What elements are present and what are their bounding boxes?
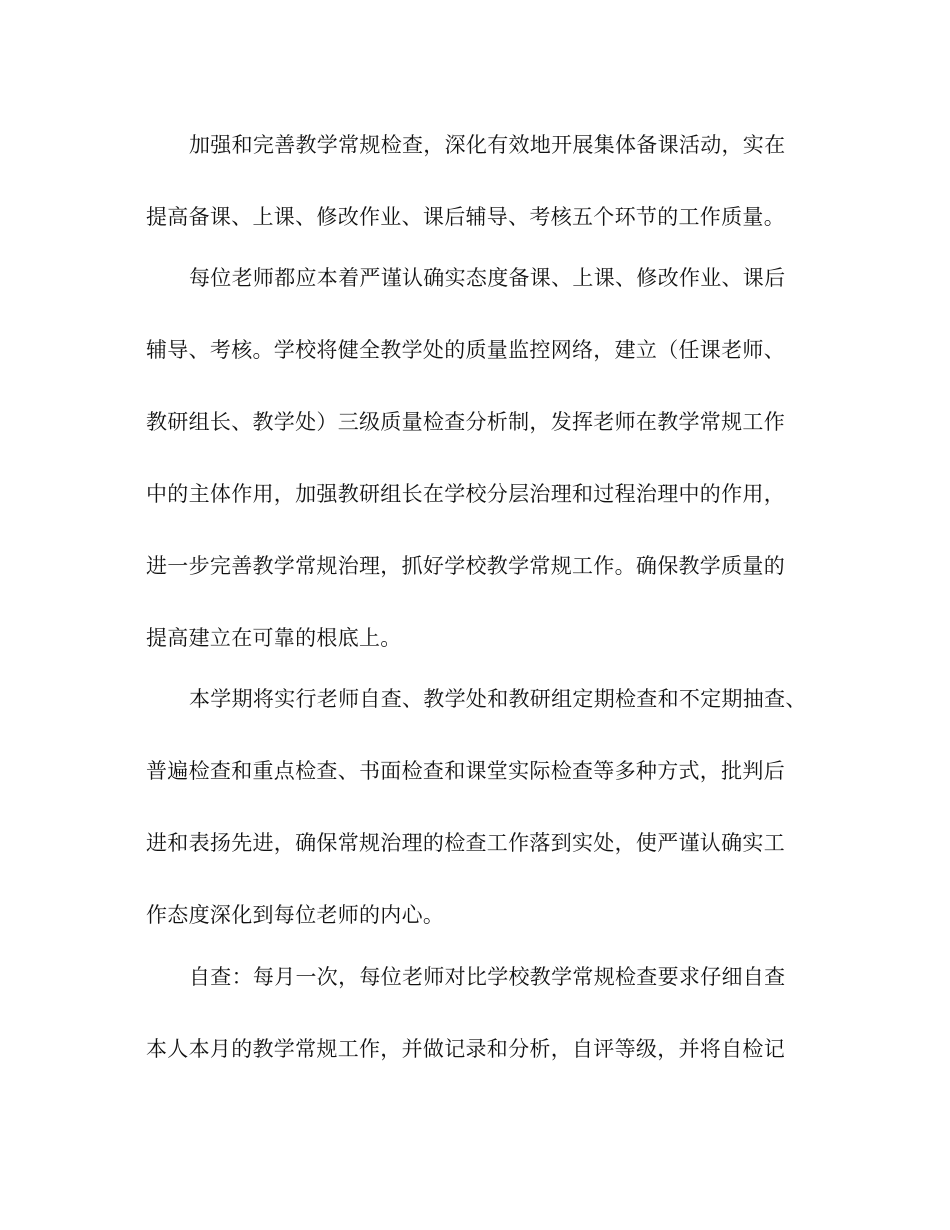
paragraph-2-line-6: 提高建立在可靠的根底上。 [146, 626, 402, 650]
paragraph-1-line-1: 加强和完善教学常规检查，深化有效地开展集体备课活动，实在 [189, 133, 786, 157]
paragraph-3-line-4: 作态度深化到每位老师的内心。 [146, 903, 445, 927]
paragraph-2-line-5: 进一步完善教学常规治理，抓好学校教学常规工作。确保教学质量的 [146, 554, 785, 578]
paragraph-2-line-4: 中的主体作用，加强教研组长在学校分层治理和过程治理中的作用， [146, 482, 785, 506]
paragraph-3-line-3: 进和表扬先进，确保常规治理的检查工作落到实处，使严谨认确实工 [146, 831, 785, 855]
paragraph-3-line-2: 普遍检查和重点检查、书面检查和课堂实际检查等多种方式，批判后 [146, 759, 785, 783]
paragraph-4-line-2: 本人本月的教学常规工作，并做记录和分析，自评等级，并将自检记 [146, 1037, 785, 1061]
paragraph-1-line-2: 提高备课、上课、修改作业、课后辅导、考核五个环节的工作质量。 [146, 205, 785, 229]
paragraph-2-line-1: 每位老师都应本着严谨认确实态度备课、上课、修改作业、课后 [189, 266, 786, 290]
paragraph-2-line-2: 辅导、考核。学校将健全教学处的质量监控网络，建立（任课老师、 [146, 338, 785, 362]
paragraph-2-line-3: 教研组长、教学处）三级质量检查分析制，发挥老师在教学常规工作 [146, 410, 785, 434]
paragraph-3-line-1: 本学期将实行老师自查、教学处和教研组定期检查和不定期抽查、 [189, 687, 807, 711]
paragraph-4-line-1: 自查：每月一次，每位老师对比学校教学常规检查要求仔细自查 [189, 965, 786, 989]
